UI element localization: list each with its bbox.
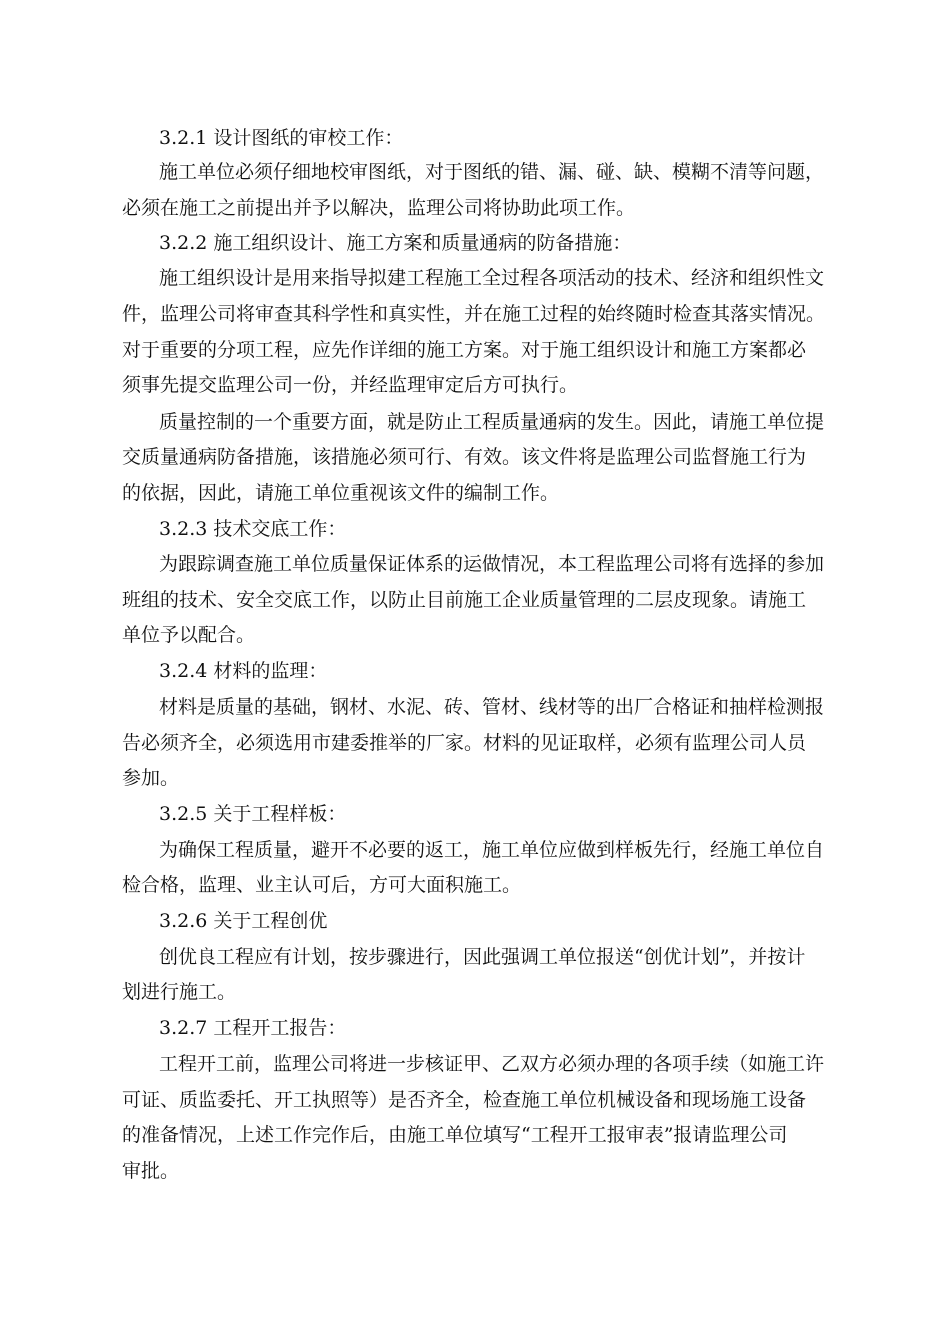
- paragraph-line: 材料是质量的基础，钢材、水泥、砖、管材、线材等的出厂合格证和抽样检测报: [159, 696, 825, 718]
- paragraph-line: 的依据，因此，请施工单位重视该文件的编制工作。: [122, 482, 560, 504]
- paragraph-line: 审批。: [122, 1160, 180, 1182]
- paragraph-line: 可证、质监委托、开工执照等）是否齐全，检查施工单位机械设备和现场施工设备: [122, 1089, 807, 1111]
- paragraph-line: 必须在施工之前提出并予以解决，监理公司将协助此项工作。: [122, 197, 636, 219]
- heading-3-2-4: 3.2.4 材料的监理：: [159, 660, 328, 682]
- paragraph-line: 班组的技术、安全交底工作，以防止目前施工企业质量管理的二层皮现象。请施工: [122, 589, 807, 611]
- paragraph-line: 创优良工程应有计划，按步骤进行，因此强调工单位报送“创优计划”，并按计: [159, 946, 806, 968]
- paragraph-line: 施工单位必须仔细地校审图纸，对于图纸的错、漏、碰、缺、模糊不清等问题，: [159, 161, 825, 183]
- paragraph-line: 的准备情况，上述工作完作后，由施工单位填写“工程开工报审表”报请监理公司: [122, 1124, 788, 1146]
- paragraph-line: 工程开工前，监理公司将进一步核证甲、乙双方必须办理的各项手续（如施工许: [159, 1053, 825, 1075]
- paragraph-line: 为跟踪调查施工单位质量保证体系的运做情况，本工程监理公司将有选择的参加: [159, 553, 825, 575]
- heading-3-2-1: 3.2.1 设计图纸的审校工作：: [159, 127, 404, 149]
- paragraph-line: 须事先提交监理公司一份，并经监理审定后方可执行。: [122, 374, 579, 396]
- paragraph-line: 交质量通病防备措施，该措施必须可行、有效。该文件将是监理公司监督施工行为: [122, 446, 807, 468]
- heading-3-2-3: 3.2.3 技术交底工作：: [159, 518, 347, 540]
- heading-3-2-6: 3.2.6 关于工程创优: [159, 910, 328, 932]
- paragraph-line: 检合格，监理、业主认可后，方可大面积施工。: [122, 874, 522, 896]
- paragraph-line: 告必须齐全，必须选用市建委推举的厂家。材料的见证取样，必须有监理公司人员: [122, 732, 807, 754]
- paragraph-line: 为确保工程质量，避开不必要的返工，施工单位应做到样板先行，经施工单位自: [159, 839, 825, 861]
- paragraph-line: 划进行施工。: [122, 981, 237, 1003]
- heading-3-2-7: 3.2.7 工程开工报告：: [159, 1017, 347, 1039]
- heading-3-2-5: 3.2.5 关于工程样板：: [159, 803, 347, 825]
- heading-3-2-2: 3.2.2 施工组织设计、施工方案和质量通病的防备措施：: [159, 232, 632, 254]
- paragraph-line: 质量控制的一个重要方面，就是防止工程质量通病的发生。因此，请施工单位提: [159, 411, 825, 433]
- paragraph-line: 件，监理公司将审查其科学性和真实性，并在施工过程的始终随时检查其落实情况。: [122, 303, 826, 325]
- paragraph-line: 单位予以配合。: [122, 624, 256, 646]
- paragraph-line: 施工组织设计是用来指导拟建工程施工全过程各项活动的技术、经济和组织性文: [159, 267, 825, 289]
- paragraph-line: 参加。: [122, 767, 180, 789]
- paragraph-line: 对于重要的分项工程，应先作详细的施工方案。对于施工组织设计和施工方案都必: [122, 339, 807, 361]
